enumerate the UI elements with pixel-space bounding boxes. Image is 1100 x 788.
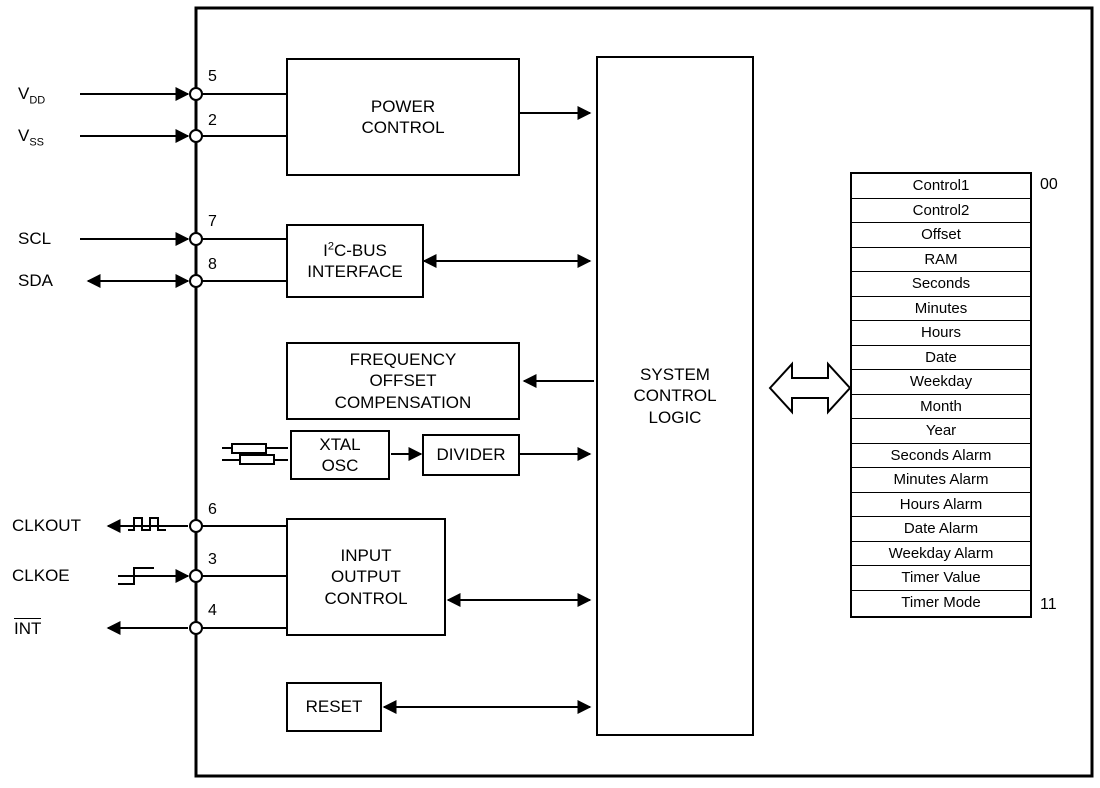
block-system-control-logic xyxy=(596,56,754,736)
block-xtal-line2: OSC xyxy=(321,456,359,475)
register-address-first: 00 xyxy=(1040,176,1058,193)
block-power-control-line1: POWER xyxy=(370,96,436,116)
pin-number-3: 3 xyxy=(208,551,217,568)
block-freq-line1: FREQUENCY xyxy=(349,350,457,370)
pin-label-clkout: CLKOUT xyxy=(12,516,81,535)
pin-label-vdd: $V_{DD}$ xyxy=(18,84,46,107)
pin-label-sda: SDA xyxy=(18,271,53,290)
table-row: Seconds Alarm xyxy=(852,444,1030,469)
table-row: Timer Value xyxy=(852,566,1030,591)
block-divider xyxy=(422,434,520,476)
pin-number-8: 8 xyxy=(208,256,217,273)
table-row: Control2 xyxy=(852,199,1030,224)
table-row: Hours Alarm xyxy=(852,493,1030,518)
block-frequency-offset-compensation xyxy=(286,342,520,420)
block-reset-label: RESET xyxy=(305,697,363,717)
pin-number-6: 6 xyxy=(208,501,217,518)
block-scl-line2: CONTROL xyxy=(633,386,717,406)
block-io-line1: INPUT xyxy=(340,546,392,566)
pin-number-5: 5 xyxy=(208,68,217,85)
table-row: Weekday Alarm xyxy=(852,542,1030,567)
table-row: Year xyxy=(852,419,1030,444)
pin-label-clkoe: CLKOE xyxy=(12,566,70,585)
block-freq-line3: COMPENSATION xyxy=(334,392,472,412)
table-row: Seconds xyxy=(852,272,1030,297)
block-power-control-line2: CONTROL xyxy=(361,118,445,137)
table-row: Minutes Alarm xyxy=(852,468,1030,493)
table-row: Timer Mode xyxy=(901,594,981,612)
table-row: RAM xyxy=(852,248,1030,273)
pin-number-4: 4 xyxy=(208,602,217,619)
pin-label-vss: $V_{SS}$ xyxy=(18,126,45,149)
block-xtal-osc xyxy=(290,430,390,480)
block-divider-label: DIVIDER xyxy=(436,445,506,465)
block-io-line2: OUTPUT xyxy=(331,567,401,587)
table-row: Hours xyxy=(852,321,1030,346)
table-row: Control1 xyxy=(852,174,1030,199)
block-i2c-line1: $I^2C$-BUS xyxy=(323,240,387,260)
table-row: Month xyxy=(852,395,1030,420)
table-row: Offset xyxy=(852,223,1030,248)
block-i2c-bus-interface xyxy=(286,224,424,298)
pin-label-scl: SCL xyxy=(18,229,52,248)
register-address-last: 11 xyxy=(1040,596,1057,613)
pin-label-vdd-subscript: DD xyxy=(29,94,46,107)
pin-number-2: 2 xyxy=(208,112,217,129)
pin-label-vss-subscript: SS xyxy=(29,136,45,149)
table-row: Weekday xyxy=(852,370,1030,395)
block-i2c-line2: INTERFACE xyxy=(307,262,403,281)
block-freq-line2: OFFSET xyxy=(369,371,437,391)
table-row: Date xyxy=(852,346,1030,371)
block-input-output-control xyxy=(286,518,446,636)
block-io-line3: CONTROL xyxy=(324,588,408,608)
block-reset xyxy=(286,682,382,732)
table-row: Minutes xyxy=(852,297,1030,322)
register-map-table xyxy=(850,172,1032,618)
block-power-control xyxy=(286,58,520,176)
block-xtal-line1: XTAL xyxy=(319,434,361,454)
block-scl-line1: SYSTEM xyxy=(640,365,710,385)
table-row: Date Alarm xyxy=(852,517,1030,542)
block-scl-line3: LOGIC xyxy=(648,407,702,427)
block-i2c-superscript: 2 xyxy=(327,240,334,253)
pin-number-7: 7 xyxy=(208,213,217,230)
pin-label-int: INT xyxy=(14,619,42,638)
